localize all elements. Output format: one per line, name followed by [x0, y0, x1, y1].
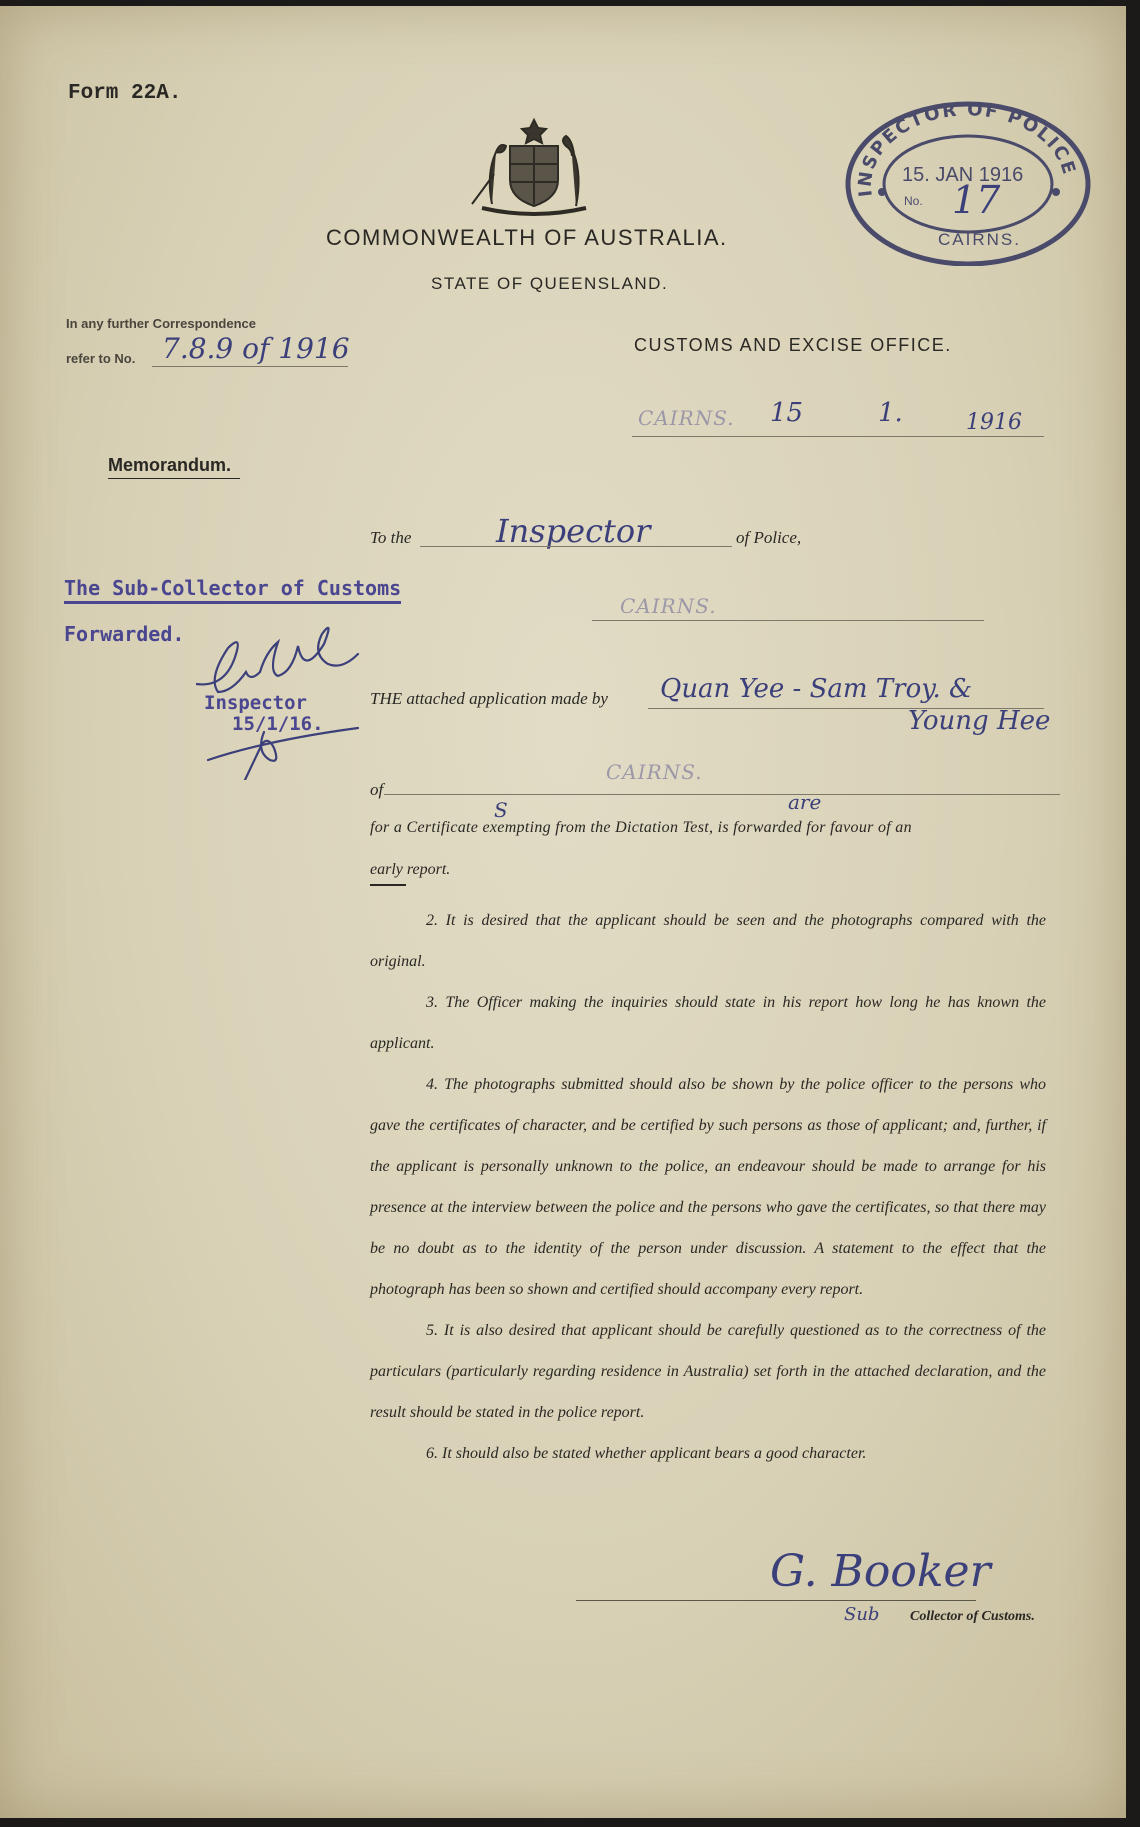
of-place: CAIRNS.	[606, 760, 703, 784]
paragraph-text: The photographs submitted should also be shown by the police officer to the persons who gave the certificates of character, and be certified by such persons as those of applicant; and, further, if the applicant is personally unknown to the police, an endeavour should be made to arrange for his presence at the interview between the police and the persons who gave the certificates, so that there may be no doubt as to the identity of the person under discussion. A statement to the effect that the photograph has been so shown and certified should accompany every report.	[370, 1076, 1046, 1298]
paragraph-number: 3.	[426, 994, 438, 1011]
stamp-no-label: No.	[904, 194, 923, 208]
police-received-stamp	[842, 96, 1094, 266]
state-title: STATE OF QUEENSLAND.	[431, 274, 669, 293]
correspondence-note: In any further Correspondence	[66, 316, 256, 331]
stamp-date: 15. JAN 1916	[902, 164, 1024, 186]
refer-to-label: refer to No.	[66, 351, 136, 366]
paragraph-5	[370, 1310, 1046, 1433]
to-place: CAIRNS.	[620, 594, 717, 618]
paragraph-text: It is also desired that applicant should be carefully questioned as to the correctness of the particulars (particularly regarding residence in Australia) set forth in the attached declaration, and the result should be stated in the police report.	[370, 1322, 1047, 1421]
document-page	[0, 6, 1126, 1818]
paragraph-6	[370, 1433, 1046, 1474]
applicants-line1: Quan Yee - Sam Troy. &	[660, 674, 973, 704]
signature-title-prefix: Sub	[844, 1604, 880, 1625]
commonwealth-title: COMMONWEALTH OF AUSTRALIA.	[326, 225, 728, 250]
paragraph-number: 6.	[426, 1445, 438, 1462]
inspector-signature-icon	[196, 620, 380, 780]
early-report: early report.	[370, 861, 451, 878]
inspector-stamp-date: 15/1/16.	[232, 713, 324, 735]
certificate-text: for a Certificate exempting from the Dictation Test, is forwarded for favour of an	[370, 819, 912, 836]
paragraph-text: It is desired that the applicant should be seen and the photographs compared with the original.	[370, 912, 1046, 970]
of-label: of	[370, 780, 384, 799]
applicants-line2: Young Hee	[908, 706, 1051, 736]
date-year: 1916	[966, 410, 1022, 435]
collector-signature: G. Booker	[770, 1546, 991, 1597]
form-label: Form 22A.	[68, 82, 182, 105]
date-month: 1.	[878, 398, 903, 428]
to-suffix: of Police,	[736, 528, 802, 547]
addressee-inspector: Inspector	[496, 512, 651, 550]
paragraph-2	[370, 900, 1046, 982]
paragraph-4	[370, 1064, 1046, 1310]
paragraph-number: 2.	[426, 912, 438, 929]
date-day: 15	[770, 398, 804, 428]
instructions-body	[370, 900, 1046, 1474]
memorandum-heading: Memorandum.	[108, 455, 232, 475]
reference-number: 7.8.9 of 1916	[162, 332, 350, 365]
paragraph-text: The Officer making the inquiries should state in his report how long he has known the applicant.	[370, 994, 1046, 1052]
stamp-number: 17	[952, 178, 1001, 222]
stamp-bottom-text: CAIRNS.	[938, 230, 1021, 249]
forwarded-stamp: Forwarded.	[64, 622, 185, 646]
inspector-stamp-role: Inspector	[204, 692, 307, 714]
plural-s-correction: S	[494, 798, 508, 822]
signature-title: Collector of Customs.	[910, 1609, 1035, 1624]
to-prefix: To the	[370, 528, 412, 547]
paragraph-number: 5.	[426, 1322, 438, 1339]
stamp-top-text: INSPECTOR OF POLICE	[854, 99, 1080, 198]
coat-of-arms-icon	[462, 114, 606, 218]
paragraph-text: It should also be stated whether applicant bears a good character.	[442, 1445, 867, 1462]
office-title: CUSTOMS AND EXCISE OFFICE.	[634, 335, 952, 355]
paragraph-3	[370, 982, 1046, 1064]
sub-collector-stamp: The Sub-Collector of Customs	[64, 576, 401, 604]
are-correction: are	[788, 790, 822, 814]
application-lead: THE attached application made by	[370, 689, 608, 708]
paragraph-number: 4.	[426, 1076, 438, 1093]
date-place: CAIRNS.	[638, 406, 735, 430]
